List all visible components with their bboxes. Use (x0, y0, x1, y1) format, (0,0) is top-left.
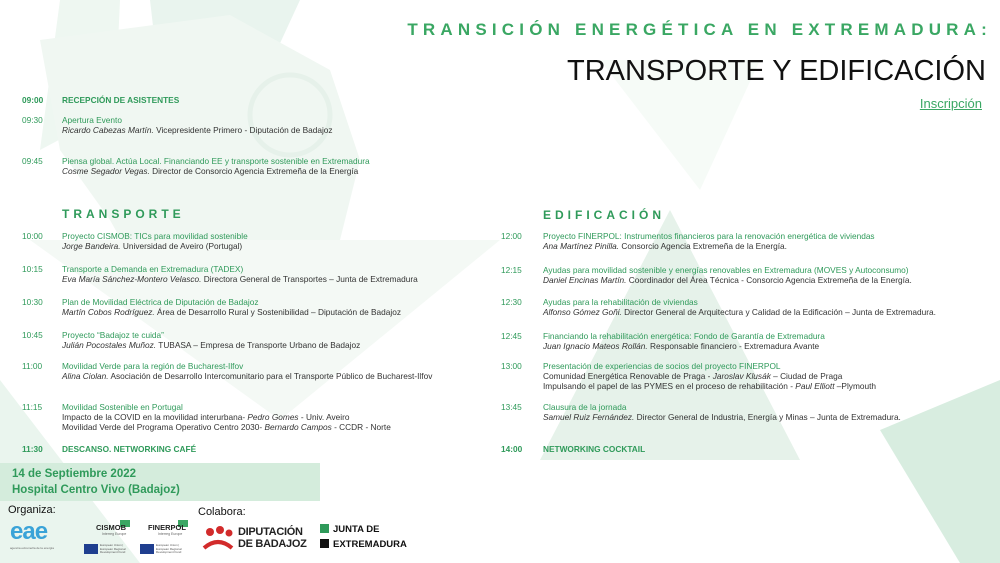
agenda-title: Proyecto CISMOB: TICs para movilidad sostenible (62, 231, 248, 241)
diputacion-line1: DIPUTACIÓN (238, 526, 303, 538)
agenda-title: Ayudas para movilidad sostenible y energías renovables en Extremadura (MOVES y Autoconsumo) (543, 265, 909, 275)
speaker-name: Pedro Gomes (247, 412, 299, 423)
speaker-role: Coordinador del Área Técnica - Consorcio Agencia Extremeña de la Energía. (626, 275, 912, 286)
speaker-role: Responsable financiero - Extremadura Avante (647, 341, 820, 352)
junta-line1: JUNTA DE (333, 524, 380, 535)
agenda-time: 09:30 (22, 115, 43, 125)
agenda-time: 13:00 (501, 361, 522, 371)
speaker-name: Cosme Segador Vegas. (62, 166, 150, 177)
agenda-time: 10:30 (22, 297, 43, 307)
eu-flag-icon (140, 544, 154, 554)
finerpol-logo-subtitle: Interreg Europe (158, 532, 183, 536)
diputacion-line2: DE BADAJOZ (238, 538, 307, 550)
diputacion-badajoz-logo (202, 524, 308, 554)
agenda-title: Proyecto “Badajoz te cuida” (62, 330, 164, 340)
speaker-name: Eva María Sánchez-Montero Velasco. (62, 274, 202, 285)
talk-description: Impulsando el papel de las PYMES en el proceso de rehabilitación - (543, 381, 796, 392)
event-title-line1: TRANSICIÓN ENERGÉTICA EN EXTREMADURA: (407, 20, 992, 39)
organiza-label: Organiza: (8, 504, 56, 516)
eu-flag-icon (84, 544, 98, 554)
talk-description: Movilidad Verde del Programa Operativo Centro 2030- (62, 422, 265, 433)
registration-link[interactable]: Inscripción (919, 96, 982, 111)
junta-extremadura-logo (318, 522, 407, 554)
talk-description: Impacto de la COVID en la movilidad interurbana- (62, 412, 248, 423)
junta-black-square-icon (320, 539, 329, 548)
agenda-title: Financiando la rehabilitación energética: Fondo de Garantía de Extremadura (543, 331, 825, 341)
agenda-time: 10:45 (22, 330, 43, 340)
agenda-time: 12:45 (501, 331, 522, 341)
eu-fund-text: European Union | European Regional Development Fund (100, 543, 126, 554)
agenda-time: 09:45 (22, 156, 43, 166)
speaker-role: Directora General de Transportes – Junta de Extremadura (201, 274, 418, 285)
speaker-role: Universidad de Aveiro (Portugal) (120, 241, 243, 252)
event-date: 14 de Septiembre 2022 (12, 468, 137, 480)
agenda-title: Transporte a Demanda en Extremadura (TADEX) (62, 264, 244, 274)
agenda-title: Clausura de la jornada (543, 402, 627, 412)
speaker-role: Vicepresidente Primero - Diputación de Badajoz (153, 125, 333, 136)
event-venue: Hospital Centro Vivo (Badajoz) (12, 484, 180, 496)
speaker-name: Juan Ignacio Mateos Rollán. (543, 341, 648, 352)
cismob-logo (84, 520, 134, 560)
agenda-time: 14:00 (501, 444, 523, 454)
speaker-role: - CCDR - Norte (331, 422, 391, 433)
agenda-title: Movilidad Verde para la región de Bucharest-Ilfov (62, 361, 244, 371)
finerpol-logo (140, 520, 192, 560)
agenda-time: 12:15 (501, 265, 522, 275)
speaker-role: Director General de Arquitectura y Calidad de la Edificación – Junta de Extremadura. (621, 307, 936, 318)
speaker-name: Jorge Bandeira. (62, 241, 121, 252)
speaker-name: Alina Ciolan. (62, 371, 109, 382)
agenda-title: Ayudas para la rehabilitación de viviendas (543, 297, 698, 307)
agenda-title: RECEPCIÓN DE ASISTENTES (62, 95, 180, 105)
section-heading-transporte: TRANSPORTE (62, 207, 185, 221)
agenda-title: Plan de Movilidad Eléctrica de Diputación de Badajoz (62, 297, 259, 307)
junta-green-square-icon (320, 524, 329, 533)
speaker-role: Director General de Industria, Energía y Minas – Junta de Extremadura. (634, 412, 901, 423)
speaker-name: Paul Elliott (795, 381, 835, 392)
speaker-role: –Plymouth (834, 381, 877, 392)
agenda-time: 11:30 (22, 444, 43, 454)
finerpol-logo-text: FINERPOL (148, 523, 186, 532)
speaker-name: Jaroslav Klusák (712, 371, 771, 382)
agenda-title: Piensa global. Actúa Local. Financiando EE y transporte sostenible en Extremadura (62, 156, 370, 166)
speaker-name: Julián Pocostales Muñoz. (62, 340, 157, 351)
section-heading-edificacion: EDIFICACIÓN (543, 208, 665, 222)
colabora-label: Colabora: (198, 506, 246, 518)
speaker-role: TUBASA – Empresa de Transporte Urbano de Badajoz (156, 340, 361, 351)
eae-logo (10, 518, 72, 558)
agenda-title: Movilidad Sostenible en Portugal (62, 402, 183, 412)
speaker-role: – Ciudad de Praga (770, 371, 843, 382)
agenda-time: 10:15 (22, 264, 43, 274)
event-info-band (0, 463, 320, 501)
agenda-title: DESCANSO. NETWORKING CAFÉ (62, 444, 197, 454)
eu-fund-text: European Union | European Regional Development Fund (156, 543, 182, 554)
cismob-logo-subtitle: Interreg Europe (102, 532, 127, 536)
junta-line2: EXTREMADURA (333, 539, 407, 550)
cismob-logo-text: CISMOB (96, 523, 126, 532)
agenda-time: 12:30 (501, 297, 522, 307)
diputacion-emblem-icon (202, 524, 234, 552)
speaker-role: Director de Consorcio Agencia Extremeña de la Energía (149, 166, 359, 177)
eae-logo-text: eae (10, 518, 48, 545)
agenda-time: 11:00 (22, 361, 43, 371)
speaker-role: Asociación de Desarrollo Intercomunitario para el Transporte Público de Bucharest-Ilfov (108, 371, 433, 382)
talk-description: Comunidad Energética Renovable de Praga - (543, 371, 713, 382)
speaker-role: Consorcio Agencia Extremeña de la Energía. (619, 241, 787, 252)
agenda-time: 13:45 (501, 402, 522, 412)
agenda-time: 10:00 (22, 231, 43, 241)
agenda-title: NETWORKING COCKTAIL (543, 444, 646, 454)
speaker-name: Ana Martínez Pinilla. (543, 241, 620, 252)
eae-logo-subtitle: agencia extremeña de la energía (10, 546, 54, 550)
agenda-time: 12:00 (501, 231, 522, 241)
agenda-title: Proyecto FINERPOL: Instrumentos financieros para la renovación energética de viviendas (543, 231, 875, 241)
agenda-time: 09:00 (22, 95, 44, 105)
speaker-name: Daniel Encinas Martín. (543, 275, 627, 286)
speaker-name: Samuel Ruiz Fernández. (543, 412, 635, 423)
speaker-name: Bernardo Campos (264, 422, 332, 433)
agenda-title: Presentación de experiencias de socios del proyecto FINERPOL (543, 361, 781, 371)
speaker-name: Ricardo Cabezas Martín. (62, 125, 154, 136)
speaker-role: - Univ. Aveiro (298, 412, 350, 423)
speaker-name: Alfonso Gómez Goñi. (543, 307, 622, 318)
speaker-role: Área de Desarrollo Rural y Sostenibilidad – Diputación de Badajoz (154, 307, 401, 318)
agenda-title: Apertura Evento (62, 115, 122, 125)
event-title-line2: TRANSPORTE Y EDIFICACIÓN (567, 55, 986, 87)
agenda-time: 11:15 (22, 402, 43, 412)
speaker-name: Martín Cobos Rodríguez. (62, 307, 155, 318)
